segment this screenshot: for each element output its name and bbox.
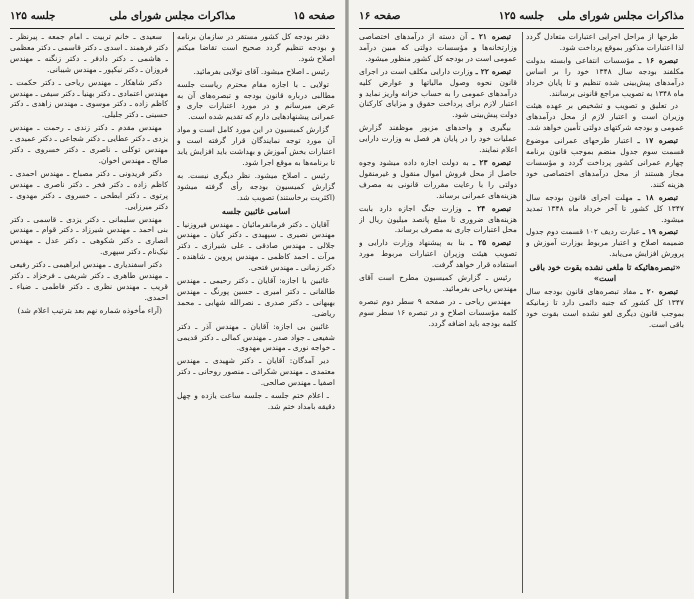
clause-label: تبصره ۱۶ ـ <box>638 55 678 65</box>
clause-label: تبصره ۲۴ ـ <box>468 203 511 213</box>
clause-label: تبصره ۲۳ ـ <box>472 157 511 167</box>
paragraph <box>359 238 517 271</box>
clause-label: تبصره ۱۸ ـ <box>637 192 678 202</box>
paragraph-text: بنا به پیشنهاد وزارت دارایی و تصویب هیئت وزیران اعتبارات مربوط مورد استفاده قرار خواهد گرفت. <box>359 238 517 270</box>
left-session-number: جلسه ۱۲۵ <box>10 10 56 22</box>
paragraph-text: رئیس ـ اصلاح میشود. آقای تولایی بفرمائید. <box>193 66 329 76</box>
paragraph-text: مهلت اجرای قانون بودجه سال ۱۳۴۷ کل کشور تا آخر خرداد ماه ۱۳۴۸ تمدید میشود. <box>526 192 684 224</box>
text-column <box>177 32 335 593</box>
left-page-label: صفحه ۱۵ <box>293 10 335 22</box>
paragraph-text: دیر آمدگان: آقایان ـ دکتر شهیدی ـ مهندس معتمدی ـ مهندس شکرائی ـ منصور روحانی ـ دکتر اصفیا ـ مهندس صالحی. <box>177 356 335 388</box>
clause-label: تبصره ۱۹ ـ <box>642 227 678 237</box>
paragraph-text: غائبین با اجازه: آقایان ـ دکتر رحیمی ـ مهندس طالقانی ـ دکتر امیری ـ حسین پورنگ ـ مهندس بهبهانی ـ دکتر صدری ـ نصرالله شهابی ـ محمد ریاضی. <box>177 276 335 318</box>
paragraph <box>177 171 335 204</box>
paragraph <box>359 158 517 202</box>
column-rule <box>173 32 174 593</box>
left-header-title: مذاکرات مجلس شورای ملی <box>109 10 236 22</box>
paragraph-text: مفاد تبصره‌های قانون بودجه سال ۱۳۴۷ کل کشور که جنبه دائمی دارد تا زمانیکه بموجب قانون دیگری لغو نشده است بقوت خود باقی است. <box>526 286 684 329</box>
right-page-columns <box>359 32 684 593</box>
paragraph-text: طرحها از مراحل اجرایی اعتبارات متعادل گردد لذا اعتبارات مذکور بموقع پرداخت شود. <box>526 32 684 52</box>
paragraph-text: وزارت دارایی مکلف است در اجرای قانون نحوه وصول مالیاتها و عوارض کلیه درآمدهای عمومی را به حساب خزانه واریز نماید و اعتبار لازم برای پرداخت حقوق و مزایای کارکنان دولت پیش‌بینی شود. <box>359 66 517 120</box>
paragraph-text: اعتبار طرحهای عمرانی موضوع قسمت سوم جدول منضم بموجب قانون برنامه چهارم عمرانی کشور پرداخت گردد و مؤسسات مجاز هستند از محل درآمدهای اختصاصی خود هزینه کنند. <box>526 136 684 189</box>
paragraph-text: ـ اعلام ختم جلسه ـ جلسه ساعت یازده و چهل دقیقه بامداد ختم شد. <box>177 391 335 411</box>
paragraph <box>10 306 168 317</box>
paragraph <box>10 78 168 122</box>
paragraph <box>177 80 335 124</box>
paragraph-text: مهندس سلیمانی ـ دکتر یزدی ـ قاسمی ـ دکتر بنی احمد ـ مهندس شیرزاد ـ دکتر قوام ـ مهندس انصاری ـ دکتر شکوهی ـ دکتر عدل ـ مهندس نیک‌نام ـ دکتر سپهری. <box>10 214 168 257</box>
paragraph-text: (آراء مأخوذه شماره نهم بعد بترتیب اعلام شد) <box>17 305 162 315</box>
right-session-number: جلسه ۱۲۵ <box>498 10 545 22</box>
text-column <box>359 32 517 593</box>
paragraph <box>177 356 335 389</box>
right-page <box>349 0 694 599</box>
left-page-header <box>10 6 335 29</box>
right-page-label: صفحه ۱۶ <box>359 10 401 22</box>
paragraph-text: عبارت ردیف ۱۰۲ قسمت دوم جدول ضمیمه اصلاح و اعتبار مربوط بوزارت آموزش و پرورش افزایش می‌یابد. <box>526 227 684 259</box>
paragraph <box>359 204 517 237</box>
paragraph-text: آقایان ـ دکتر فرمانفرمائیان ـ مهندس فیروزنیا ـ مهندس نصیری ـ سپهبدی ـ دکتر کیان ـ مهندس جلالی ـ مهندس صادقی ـ علی شیرازی ـ دکتر مرآت ـ احمد کاظمی ـ مهندس پروین ـ شاهنده ـ دکتر زمانی ـ مهندس فتحی. <box>177 219 335 273</box>
paragraph <box>526 56 684 100</box>
paragraph <box>526 101 684 134</box>
paragraph <box>526 136 684 191</box>
clause-label: تبصره ۱۷ ـ <box>637 136 678 146</box>
column-rule <box>522 32 523 593</box>
paragraph-text: در تعلیق و تصویب و تشخیص بر عهده هیئت وزیران است و اعتبار لازم از محل درآمدهای عمومی و بودجه شرکتهای دولتی تأمین خواهد شد. <box>526 101 684 133</box>
left-page <box>0 0 345 599</box>
paragraph <box>177 67 335 78</box>
paragraph <box>177 391 335 413</box>
paragraph-text: بیگیری و واحدهای مزبور موظفند گزارش عملیات خود را در پایان هر فصل به وزارت دارایی اعلام نمایند. <box>359 123 517 155</box>
paragraph <box>177 220 335 275</box>
left-page-columns <box>10 32 335 593</box>
paragraph-text: مهندس مقدم ـ دکتر زندی ـ رحمت ـ مهندس یزدی ـ دکتر عطایی ـ دکتر شجاعی ـ دکتر عمیدی ـ مهندس توکلی ـ ناصری ـ دکتر خسروی ـ دکتر صالح ـ مهندس اخوان. <box>10 123 168 165</box>
paragraph <box>10 123 168 167</box>
section-heading <box>177 206 335 217</box>
paragraph-text: رئیس ـ اصلاح میشود. نظر دیگری نیست. به گزارش کمیسیون بودجه رأی گرفته میشود (اکثریت برخاستند) تصویب شد. <box>177 170 335 202</box>
right-page-header <box>359 6 684 29</box>
paragraph-text: دکتر اسفندیاری ـ مهندس ابراهیمی ـ دکتر رفیعی ـ مهندس طاهری ـ دکتر شریفی ـ فرخزاد ـ دکتر قریب ـ مهندس نظری ـ دکتر فاطمی ـ ضیاء ـ احمدی. <box>10 260 168 302</box>
paragraph-text: وزارت جنگ اجازه دارد بابت هزینه‌های ضروری تا مبلغ پانصد میلیون ریال از محل اعتبارات جاری به مصرف برساند. <box>359 203 517 235</box>
paragraph-text: دفتر بودجه کل کشور مستقر در سازمان برنامه و بودجه تنظیم گردد صحیح است تقاضا میکنم اصلاح شود. <box>177 32 335 63</box>
paragraph-text: مؤسسات انتفاعی وابسته بدولت مکلفند بودجه سال ۱۳۴۸ خود را بر اساس درآمدهای پیش‌بینی شده تنظیم و تا پایان خرداد ماه ۱۳۴۸ به تصویب مراجع قانونی برسانند. <box>526 55 684 98</box>
section-heading <box>526 262 684 284</box>
paragraph-text: مهندس ریاحی ـ در صفحه ۹ سطر دوم تبصره کلمه مؤسسات اصلاح و در تبصره ۱۶ سطر سوم کلمه بودجه باید اضافه گردد. <box>359 296 517 328</box>
paragraph-text: رئیس ـ گزارش کمیسیون مطرح است آقای مهندس ریاحی بفرمائید. <box>359 273 517 293</box>
clause-label: تبصره ۲۲ ـ <box>475 66 511 76</box>
paragraph <box>359 123 517 156</box>
paragraph-text: غائبین بی اجازه: آقایان ـ مهندس آذر ـ دکتر شفیعی ـ جواد صدر ـ مهندس کمالی ـ دکتر قدیمی ـ خواجه نوری ـ مهندس مهدوی. <box>177 321 335 353</box>
paragraph <box>359 297 517 330</box>
paragraph <box>526 227 684 260</box>
paragraph-text: تولایی ـ با اجازه مقام محترم ریاست جلسه مطالبی درباره قانون بودجه و تبصره‌های آن به عرض میرسانم و در مورد اعتبارات جاری و عمرانی پیشنهادهایی دارم که تقدیم شده است. <box>177 79 335 122</box>
clause-label: تبصره ۲۵ ـ <box>470 238 511 248</box>
paragraph-text: دکتر فریدونی ـ دکتر مصباح ـ مهندس احمدی ـ کاظم زاده ـ دکتر فخر ـ دکتر ناصری ـ مهندس پرتوی ـ دکتر ابطحی ـ خسروی ـ دکتر مهدوی ـ دکتر میرزایی. <box>10 168 168 211</box>
paragraph <box>177 125 335 169</box>
paragraph-text: آن دسته از درآمدهای اختصاصی وزارتخانه‌ها و مؤسسات دولتی که مبین درآمد عمومی است در بودجه کل کشور منظور میشود. <box>359 32 517 63</box>
paragraph-text: اسامی غائبین جلسه <box>221 205 291 216</box>
clause-label: تبصره ۲۰ ـ <box>640 286 678 296</box>
paragraph <box>10 215 168 259</box>
text-column <box>526 32 684 593</box>
paragraph <box>359 32 517 65</box>
paragraph <box>526 32 684 54</box>
right-header-title: مذاکرات مجلس شورای ملی <box>557 10 684 22</box>
paragraph <box>177 32 335 65</box>
paragraph <box>177 322 335 355</box>
paragraph <box>177 276 335 320</box>
clause-label: تبصره ۲۱ ـ <box>471 32 511 41</box>
paragraph <box>526 193 684 226</box>
paragraph <box>10 169 168 213</box>
text-column <box>10 32 168 593</box>
paragraph <box>359 273 517 295</box>
paragraph <box>359 67 517 122</box>
paragraph-text: دکتر شاهکار ـ مهندس ریاحی ـ دکتر حکمت ـ مهندس اعتمادی ـ دکتر بهنیا ـ دکتر سیفی ـ مهندس کاظم زاده ـ دکتر موسوی ـ مهندس زاهدی ـ دکتر حسینی ـ دکتر جلیلی. <box>10 77 168 120</box>
paragraph-text: به دولت اجازه داده میشود وجوه حاصل از محل فروش اموال منقول و غیرمنقول دولتی را با رعایت مقررات قانونی به مصرف هزینه‌های عمرانی برساند. <box>359 157 517 200</box>
paragraph-text: گزارش کمیسیون در این مورد کامل است و مواد آن مورد توجه نمایندگان قرار گرفته است و اعتبارات بخش آموزش و بهداشت باید افزایش یابد تا برنامه‌ها به موقع اجرا شود. <box>177 125 335 167</box>
paragraph-text: سعیدی ـ خانم تربیت ـ امام جمعه ـ پیرنظر ـ دکتر فرهمند ـ اسدی ـ دکتر قاسمی ـ دکتر معظمی ـ هاشمی ـ دکتر دادفر ـ دکتر زنگنه ـ مهندس فروزان ـ دکتر نیکپور ـ مهندس شیبانی. <box>10 32 168 74</box>
paragraph <box>10 32 168 76</box>
paragraph-text: «تبصره‌هائیکه تا ملغی نشده بقوت خود باقی است» <box>529 262 681 284</box>
paragraph <box>526 287 684 331</box>
paragraph <box>10 260 168 304</box>
